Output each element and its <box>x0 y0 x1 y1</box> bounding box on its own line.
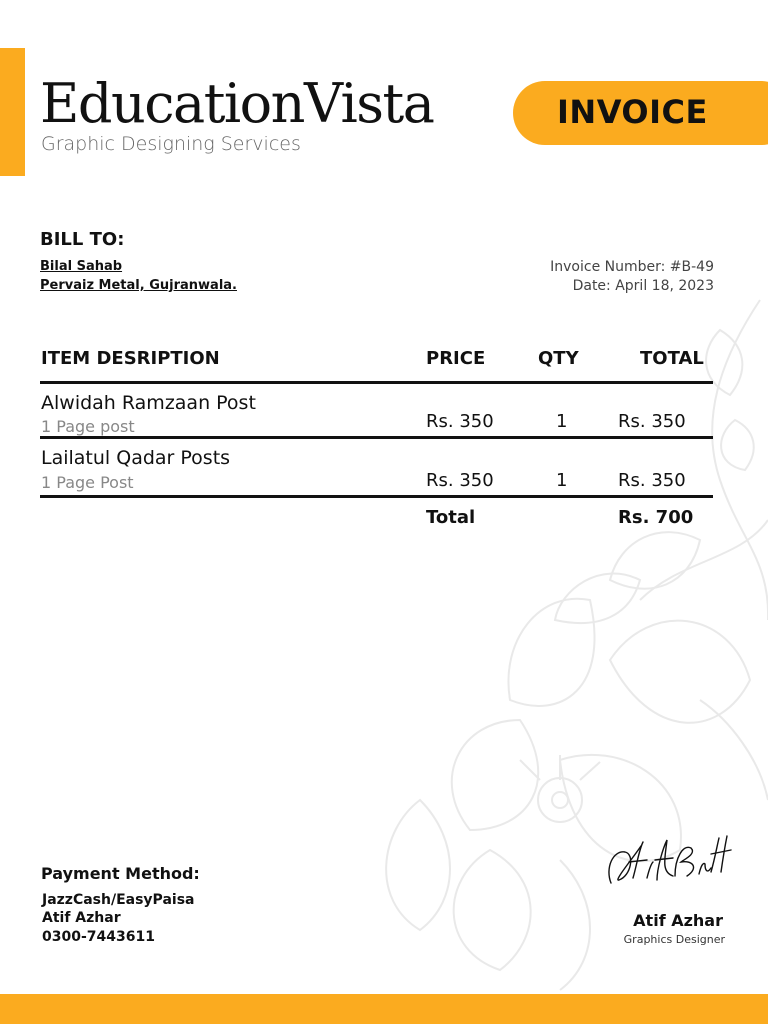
total-amount: Rs. 700 <box>618 507 694 528</box>
total-label: Total <box>426 507 476 528</box>
brand-name: EducationVista <box>40 72 434 135</box>
item-subtitle: 1 Page post <box>41 417 135 436</box>
column-header-description: ITEM DESRIPTION <box>41 348 220 369</box>
row-divider <box>40 495 713 498</box>
invoice-label: INVOICE <box>557 93 708 131</box>
client-address: Pervaiz Metal, Gujranwala. <box>40 278 237 293</box>
item-price: Rs. 350 <box>426 411 494 432</box>
payment-method-heading: Payment Method: <box>41 864 200 883</box>
left-accent-bar <box>0 48 25 176</box>
header-divider <box>40 381 713 384</box>
bill-to-heading: BILL TO: <box>40 229 125 250</box>
item-price: Rs. 350 <box>426 470 494 491</box>
handwritten-signature <box>603 828 733 898</box>
column-header-total: TOTAL <box>640 348 704 369</box>
column-header-qty: QTY <box>538 348 579 369</box>
item-title: Alwidah Ramzaan Post <box>41 392 256 414</box>
brand-tagline: Graphic Designing Services <box>41 133 301 155</box>
item-title: Lailatul Qadar Posts <box>41 447 231 469</box>
item-total: Rs. 350 <box>618 411 686 432</box>
invoice-date: Date: April 18, 2023 <box>572 278 714 294</box>
payment-account-name: Atif Azhar <box>42 910 121 926</box>
item-qty: 1 <box>556 470 568 491</box>
invoice-number: Invoice Number: #B-49 <box>550 259 714 275</box>
payment-phone: 0300-7443611 <box>42 929 155 945</box>
item-qty: 1 <box>556 411 568 432</box>
column-header-price: PRICE <box>426 348 486 369</box>
payment-service: JazzCash/EasyPaisa <box>42 892 195 908</box>
signer-name: Atif Azhar <box>633 911 723 930</box>
bottom-accent-bar <box>0 994 768 1024</box>
signer-title: Graphics Designer <box>623 933 725 946</box>
item-total: Rs. 350 <box>618 470 686 491</box>
client-name: Bilal Sahab <box>40 259 123 274</box>
row-divider <box>40 436 713 439</box>
item-subtitle: 1 Page Post <box>41 473 134 492</box>
invoice-badge <box>513 81 768 145</box>
